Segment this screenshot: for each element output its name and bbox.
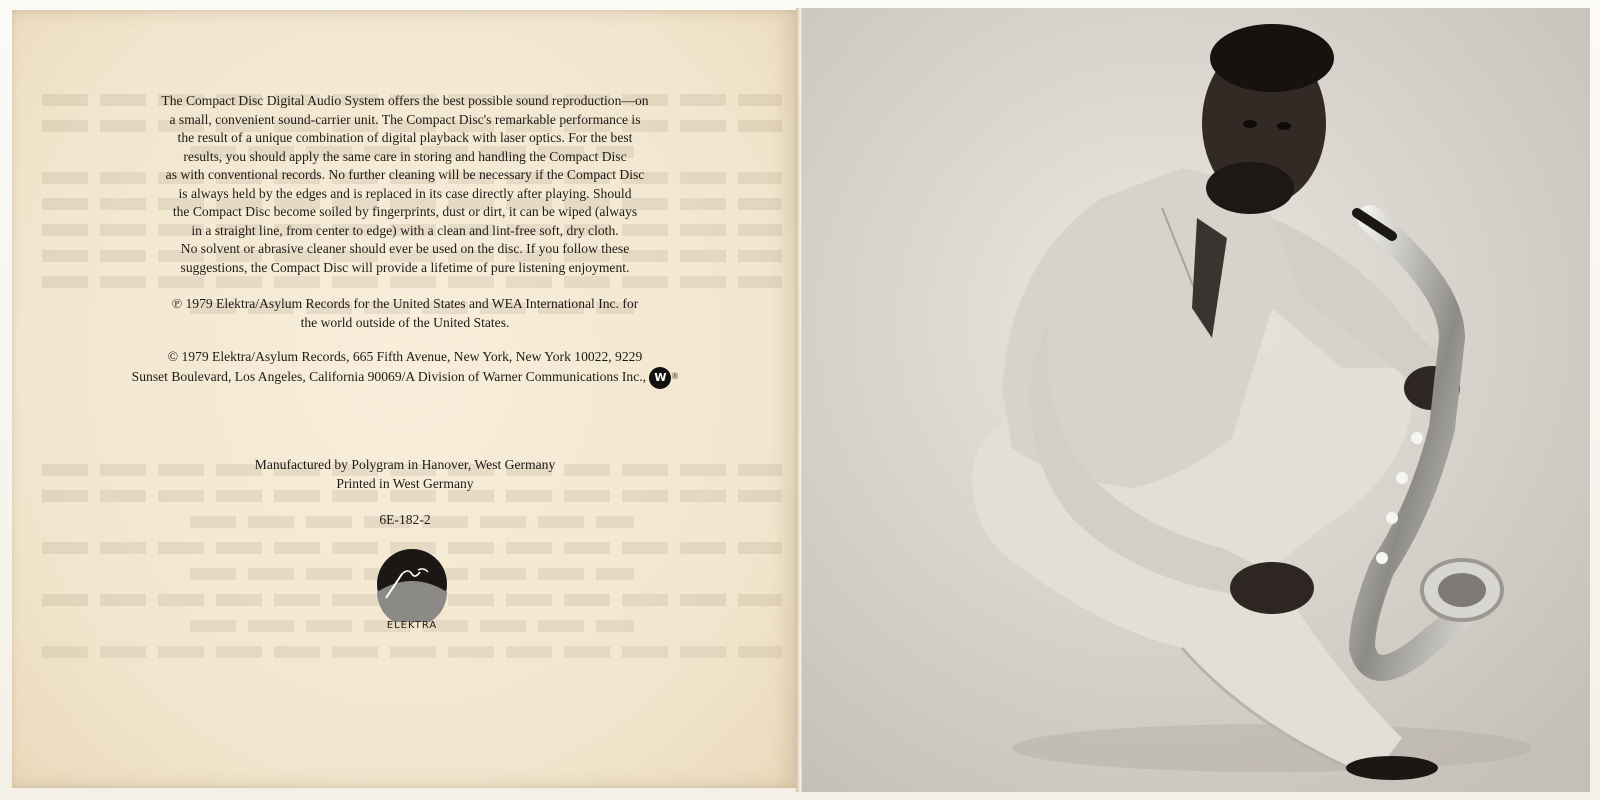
elektra-logo (372, 546, 452, 636)
catalog-number: 6E-182-2 (379, 512, 431, 527)
right-page (802, 8, 1590, 792)
cd-care-paragraph: The Compact Disc Digital Audio System offers the best possible sound reproduction—on a small, convenient sound-carrier unit. The Compact Disc's remarkable performance is the result of a unique combination of digital playback with laser optics. For the best results, you should apply the same care in storing and handling the Compact Disc as with conventional records. No further cleaning will be necessary if the Compact Disc is always held by the edges and is replaced in its case directly after playing. Should the Compact Disc become soiled by fingerprints, dust or dirt, it can be wiped (always in a straight line, from center to edge) with a clean and lint-free soft, dry cloth. No solvent or abrasive cleaner should ever be used on the disc. If you follow these suggestions, the Compact Disc will provide a lifetime of pure listening enjoyment. (161, 93, 649, 275)
manufacturing-info (52, 456, 758, 530)
manufactured-by: Manufactured by Polygram in Hanover, West Germany (254, 457, 556, 472)
elektra-logo-text: ELEKTRA (386, 620, 438, 631)
warner-communications-logo-icon: W (649, 367, 671, 389)
cd-care-notice (52, 92, 758, 389)
copyright-notice: © 1979 Elektra/Asylum Records, 665 Fifth Avenue, New York, New York 10022, 9229 Sunset Boulevard, Los Angeles, California 90069/A Division of Warner Communications Inc., W ® (52, 348, 758, 389)
elektra-logo-icon (372, 546, 452, 622)
printed-in: Printed in West Germany (336, 475, 474, 491)
saxophonist-portrait-photo (802, 8, 1590, 792)
phonogram-notice: ℗ 1979 Elektra/Asylum Records for the United States and WEA International Inc. for the world outside of the United States. (171, 296, 639, 330)
left-page (12, 10, 798, 788)
registered-mark: ® (671, 370, 679, 381)
